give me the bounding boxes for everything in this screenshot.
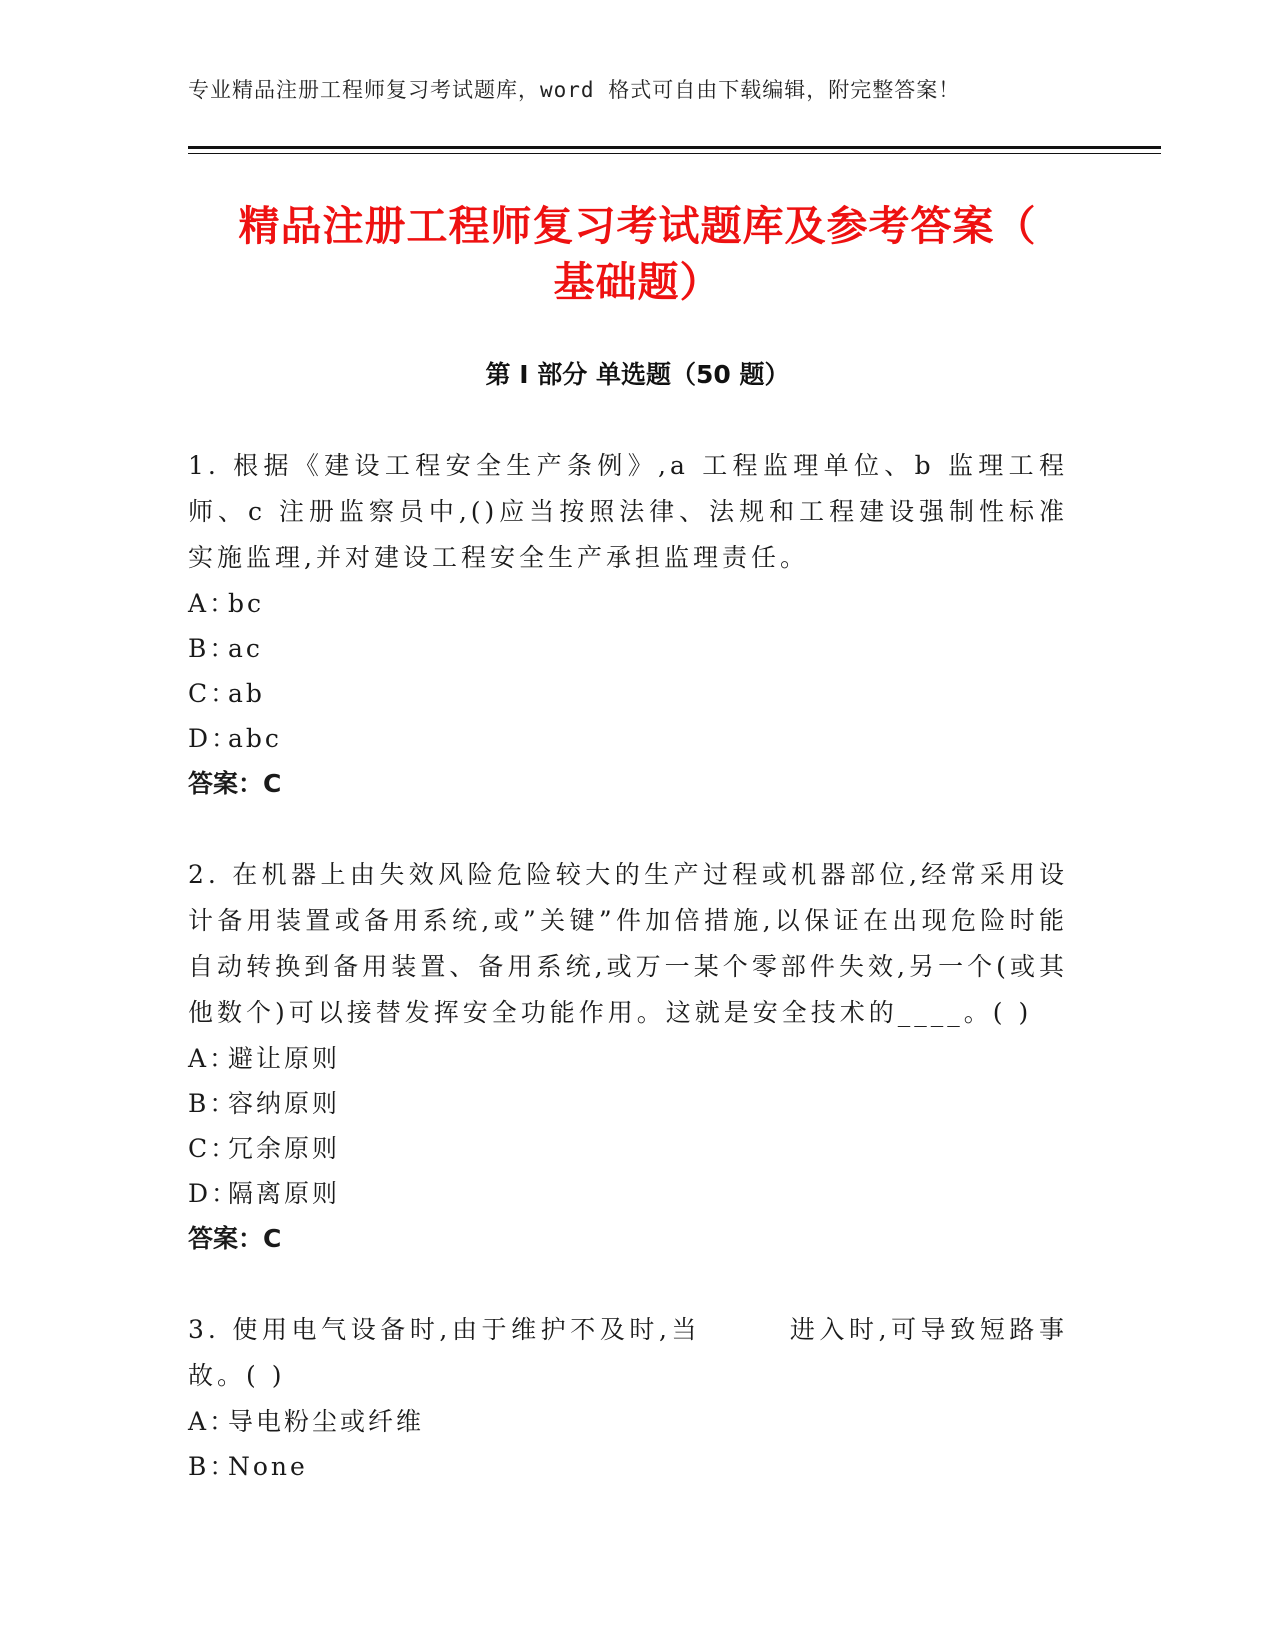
option-b: [188, 626, 1068, 671]
header-rule-thick: [188, 146, 1161, 149]
answer-line: 答案：C: [188, 769, 282, 798]
option-a: [188, 1036, 1068, 1081]
question-text: 3. 使用电气设备时,由于维护不及时,当 进入时,可导致短路事故。( ): [188, 1315, 1068, 1390]
document-title-line1: 精品注册工程师复习考试题库及参考答案（: [238, 202, 1037, 250]
option-key: B ：: [188, 626, 228, 671]
question-list: [188, 443, 1068, 1489]
option-text: None: [228, 1452, 308, 1481]
document-title-line2: 基础题）: [553, 258, 722, 306]
option-text: 隔离原则: [228, 1179, 341, 1208]
question-spacer: [188, 806, 1068, 852]
option-b: [188, 1444, 1068, 1489]
answer-line: 答案：C: [188, 1224, 282, 1253]
question-1: [188, 443, 1068, 806]
option-b: [188, 1081, 1068, 1126]
header-note: 专业精品注册工程师复习考试题库，word 格式可自由下载编辑，附完整答案！: [188, 78, 961, 102]
option-key: C ：: [188, 671, 228, 716]
option-text: bc: [228, 589, 265, 618]
option-key: C ：: [188, 1126, 228, 1171]
question-2: [188, 852, 1068, 1261]
question-text: 2. 在机器上由失效风险危险较大的生产过程或机器部位,经常采用设计备用装置或备用系统,或”关键”件加倍措施,以保证在出现危险时能自动转换到备用装置、备用系统,或万一某个零部件失效,另一个(或其他数个)可以接替发挥安全功能作用。这就是安全技术的____。( ): [188, 860, 1068, 1027]
section-title: 第 I 部分 单选题（50 题）: [485, 360, 790, 389]
option-c: [188, 671, 1068, 716]
option-text: ab: [228, 679, 265, 708]
option-text: 避让原则: [228, 1044, 341, 1073]
option-a: [188, 1399, 1068, 1444]
option-text: 冗余原则: [228, 1134, 341, 1163]
option-text: ac: [228, 634, 263, 663]
question-text: 1. 根据《建设工程安全生产条例》,a 工程监理单位、b 监理工程师、c 注册监察员中,()应当按照法律、法规和工程建设强制性标准实施监理,并对建设工程安全生产承担监理责任。: [188, 451, 1068, 572]
option-key: A ：: [188, 581, 228, 626]
option-text: 容纳原则: [228, 1089, 341, 1118]
question-spacer: [188, 1261, 1068, 1307]
option-text: abc: [228, 724, 282, 753]
option-text: 导电粉尘或纤维: [228, 1407, 425, 1436]
option-key: A ：: [188, 1399, 228, 1444]
option-key: D ：: [188, 1171, 228, 1216]
option-d: [188, 1171, 1068, 1216]
option-key: B ：: [188, 1081, 228, 1126]
question-3: [188, 1307, 1068, 1489]
option-a: [188, 581, 1068, 626]
header-rule-thin: [188, 153, 1161, 154]
option-key: A ：: [188, 1036, 228, 1081]
option-key: B ：: [188, 1444, 228, 1489]
option-c: [188, 1126, 1068, 1171]
document-title: [150, 198, 1125, 310]
option-key: D ：: [188, 716, 228, 761]
option-d: [188, 716, 1068, 761]
